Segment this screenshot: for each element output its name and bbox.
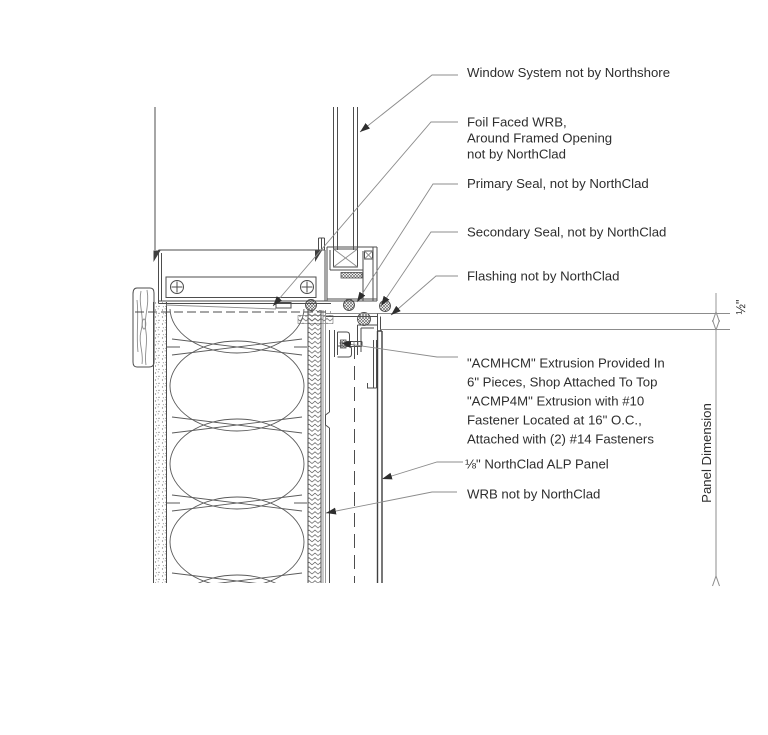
leader-window-system [360,75,458,132]
leader-secondary-seal [381,232,458,306]
leader-extrusion [341,343,458,357]
batt-insulation [170,263,304,665]
receptor-screw-right [301,281,314,294]
wall-section [133,263,382,665]
leader-primary-seal [357,184,458,302]
acmp4m-extrusion [358,325,378,388]
leader-wrb [326,492,457,513]
glazing-unit [334,107,358,267]
corner-dart-left [154,251,161,263]
setting-block [365,251,373,259]
clip-bump [326,412,330,428]
gasket-primary-seal [344,300,355,311]
label-flashing: Flashing not by NorthClad [467,268,620,284]
annotations [465,65,670,502]
dim-panel-dimension-text: Panel Dimension [699,403,714,503]
head-receptor [154,238,332,304]
label-primary-seal: Primary Seal, not by NorthClad [467,176,649,191]
window-assembly [135,107,391,326]
leader-alp-panel [382,462,463,479]
sheathing-layer [154,302,167,583]
thermal-break [341,273,362,279]
label-alp-panel: ⅛" NorthClad ALP Panel [465,456,609,472]
label-window-system: Window System not by Northshore [467,65,671,80]
dim-half-inch-text: ½" [734,299,748,315]
leaders [273,75,463,513]
wrb-layer [298,310,333,583]
label-secondary-seal: Secondary Seal, not by NorthClad [467,224,667,240]
extrusion-fastener [341,340,363,348]
alp-panel [378,331,383,583]
window-frame-profile [327,247,377,301]
label-foil-wrb: Foil Faced WRB, Around Framed Opening not by NorthClad [467,114,613,162]
leader-flashing [391,276,458,315]
dimensions [699,293,748,576]
receptor-screw-left [171,281,184,294]
wood-blocking [133,288,154,367]
label-wrb: WRB not by NorthClad [467,486,601,502]
flashing [326,314,730,332]
label-extrusion: "ACMHCM" Extrusion Provided In 6" Pieces, Shop Attached To Top "ACMP4M" Extrusion with #10 Fastener Located at 16" O.C., Attached with (2) #14 Fasteners [467,355,665,447]
gasket-inner [306,300,317,311]
cavity-face-lines [323,310,355,583]
leader-foil-wrb [273,122,458,306]
glazing-spacer [334,249,358,267]
receptor-channel [166,277,316,298]
gasket-on-flashing [358,313,371,326]
